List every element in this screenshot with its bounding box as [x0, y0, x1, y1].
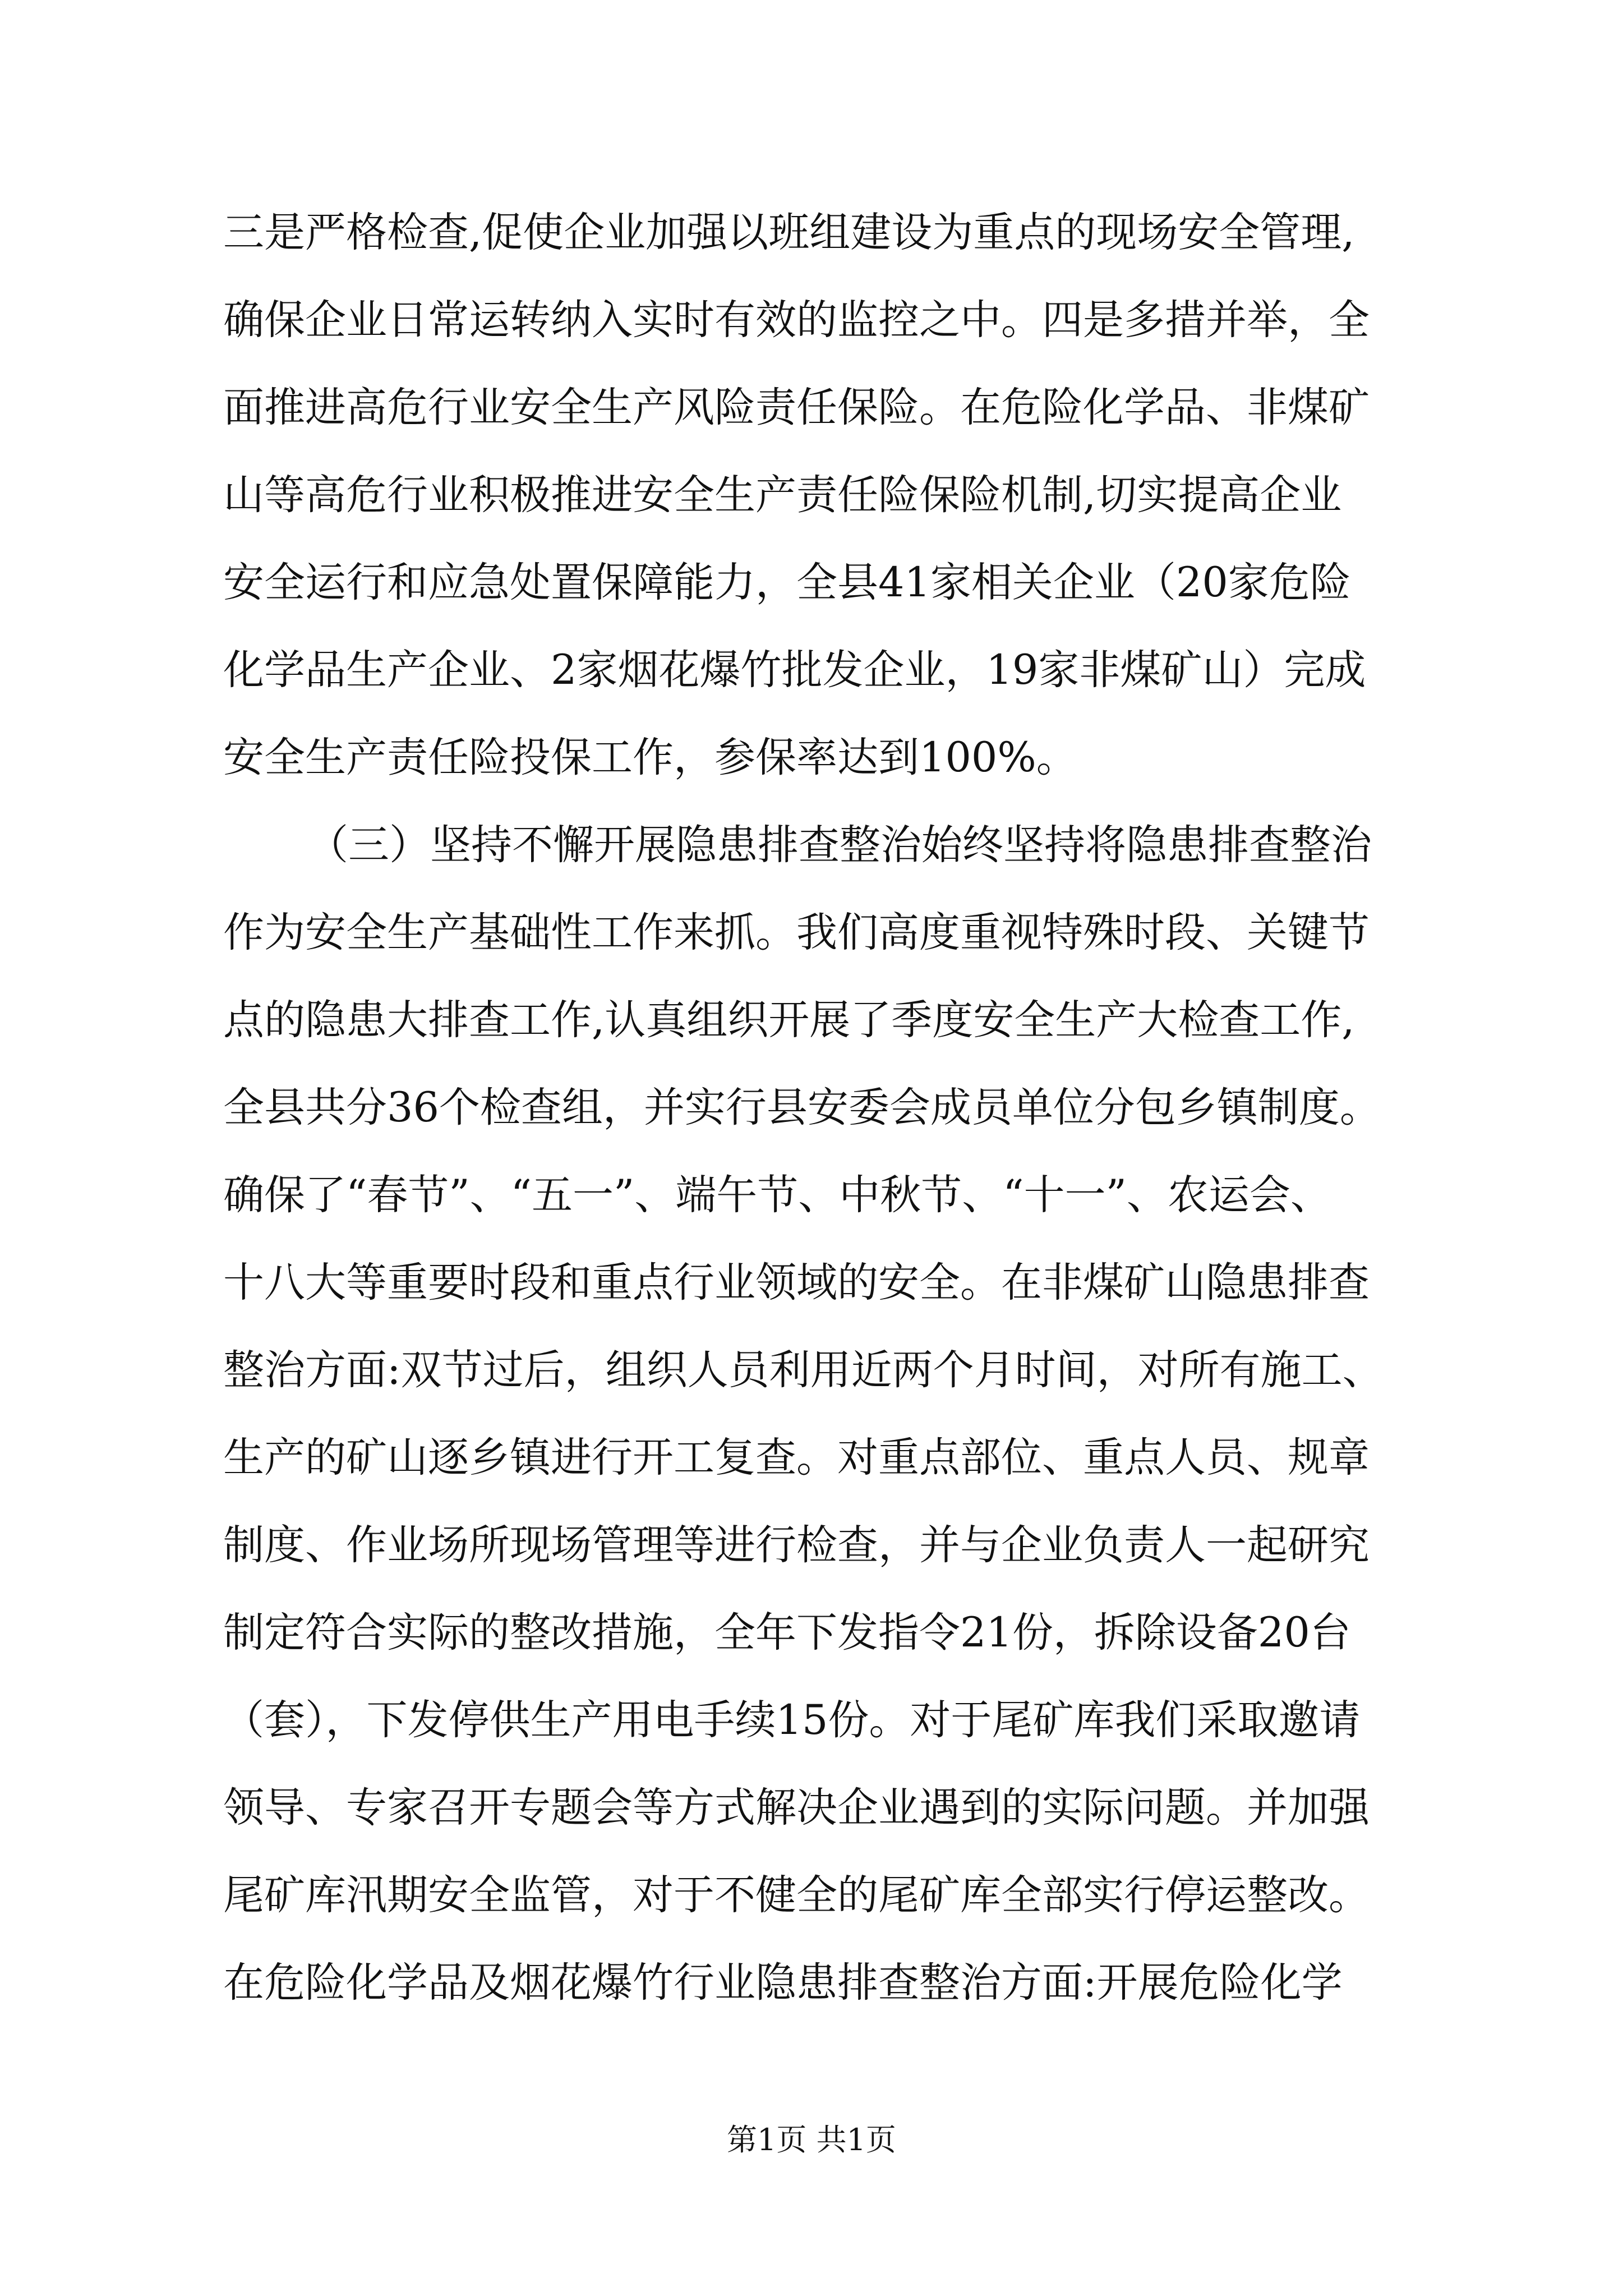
text-line: 作为安全生产基础性工作来抓。我们高度重视特殊时段、关键节 — [223, 909, 1370, 956]
text-line: 尾矿库汛期安全监管，对于不健全的尾矿库全部实行停运整改。 — [223, 1871, 1370, 1919]
text-line: 制度、作业场所现场管理等进行检查，并与企业负责人一起研究 — [223, 1521, 1370, 1569]
text-line: 安全运行和应急处置保障能力，全县41家相关企业（20家危险 — [223, 559, 1351, 606]
text-line: 确保企业日常运转纳入实时有效的监控之中。四是多措并举，全 — [223, 296, 1370, 344]
text-line: 生产的矿山逐乡镇进行开工复查。对重点部位、重点人员、规章 — [223, 1434, 1370, 1481]
text-line: 安全生产责任险投保工作，参保率达到100%。 — [223, 734, 1077, 781]
text-line: 确保了“春节”、“五一”、端午节、中秋节、“十一”、农运会、 — [223, 1171, 1331, 1219]
text-line: 点的隐患大排查工作,认真组织开展了季度安全生产大检查工作, — [223, 996, 1355, 1044]
text-line: 全县共分36个检查组，并实行县安委会成员单位分包乡镇制度。 — [223, 1084, 1381, 1131]
text-line: 在危险化学品及烟花爆竹行业隐患排查整治方面:开展危险化学 — [223, 1959, 1343, 2007]
text-line: 化学品生产企业、2家烟花爆竹批发企业，19家非煤矿山）完成 — [223, 646, 1366, 694]
paragraph-heading-line: （三）坚持不懈开展隐患排查整治始终坚持将隐患排查整治 — [307, 821, 1372, 869]
text-line: 山等高危行业积极推进安全生产责任险保险机制,切实提高企业 — [223, 471, 1342, 519]
text-line: 面推进高危行业安全生产风险责任保险。在危险化学品、非煤矿 — [223, 384, 1370, 431]
text-line: 三是严格检查,促使企业加强以班组建设为重点的现场安全管理, — [223, 209, 1355, 256]
text-line: 领导、专家召开专题会等方式解决企业遇到的实际问题。并加强 — [223, 1784, 1370, 1832]
text-line: 整治方面:双节过后，组织人员利用近两个月时间，对所有施工、 — [223, 1346, 1384, 1394]
page-footer: 第1页 共1页 — [727, 2122, 896, 2157]
text-line: 十八大等重要时段和重点行业领域的安全。在非煤矿山隐患排查 — [223, 1259, 1370, 1306]
text-line: （套），下发停供生产用电手续15份。对于尾矿库我们采取邀请 — [223, 1696, 1361, 1744]
text-line: 制定符合实际的整改措施，全年下发指令21份，拆除设备20台 — [223, 1609, 1351, 1657]
